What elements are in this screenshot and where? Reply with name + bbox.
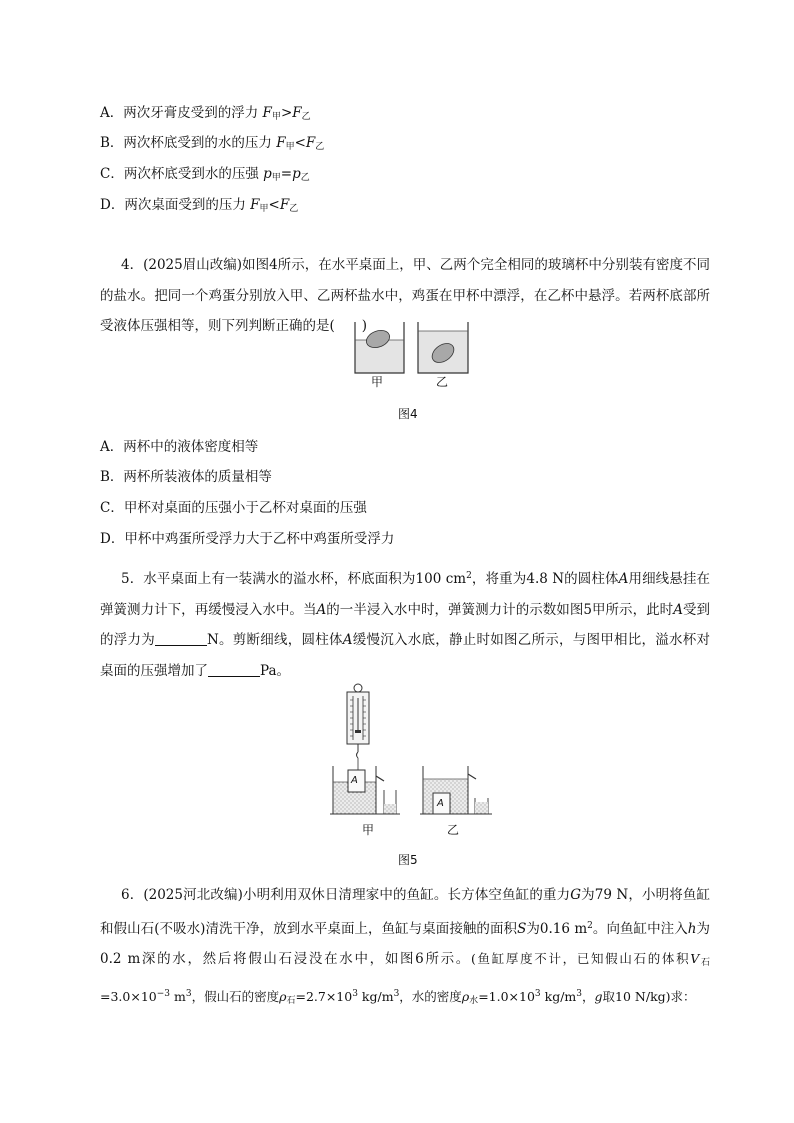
spring-scale: [347, 684, 369, 770]
fig5-block-label-yi: A: [437, 798, 444, 809]
q6-stem: 6．(2025河北改编)小明利用双休日清理家中的鱼缸。长方体空鱼缸的重力G为79 N，小明将鱼缸和假山石(不吸水)清洗干净，放到水平桌面上，鱼缸与桌面接触的面积S为0.16 $m^2$。向鱼缸中注入h为0.2 m深的水，然后将假山石浸没在水中，如图6所示。(鱼缸厚度不计，已知假山石的体积$V_石=3.0\times 10^{-3}$ $m^3$，假山石的密度$\rho_石=2.7\times 10^3$ $kg/m^3$，水的密度$\rho_水=1.0\times 10^3$ $kg/m^3$，g取10 N/kg)求：: [100, 887, 711, 1006]
figure-4: [352, 318, 472, 378]
fig4-caption: 图4: [398, 407, 418, 421]
fig5-block-label-jia: A: [351, 775, 358, 786]
q5-blank-2[interactable]: [208, 662, 260, 677]
q5-stem: 5．水平桌面上有一装满水的溢水杯，杯底面积为100 $cm^2$，将重为4.8 N的圆柱体A用细线悬挂在弹簧测力计下，再缓慢浸入水中。当A的一半浸入水中时，弹簧测力计的示数如图5甲所示，此时A受到的浮力为 N。剪断细线，圆柱体A缓慢沉入水底，静止时如图乙所示，与图甲相比，溢水杯对桌面的压强增加了 Pa。: [100, 571, 711, 679]
glass-jia: [355, 322, 404, 373]
overflow-cup-yi: [420, 766, 492, 814]
q4-stem: 4．(2025眉山改编)如图4所示，在水平桌面上，甲、乙两个完全相同的玻璃杯中分别装有密度不同的盐水。把同一个鸡蛋分别放入甲、乙两杯盐水中，鸡蛋在甲杯中漂浮，在乙杯中悬浮。若两杯底部所受液体压强相等，则下列判断正确的是( ): [100, 257, 710, 334]
fig4-label-yi: 乙: [436, 375, 449, 389]
glass-yi: [418, 322, 468, 373]
q4-option-c: C．甲杯对桌面的压强小于乙杯对桌面的压强: [100, 500, 367, 516]
q3-option-b: B．两次杯底受到的水的压力 $F_甲<F_乙$: [100, 135, 325, 152]
figure-5: [330, 682, 500, 822]
q3-option-c: C．两次杯底受到水的压强 $p_甲=p_乙$: [100, 166, 310, 183]
fig5-label-yi: 乙: [447, 823, 460, 837]
q3-option-a: A．两次牙膏皮受到的浮力 $F_甲>F_乙$: [100, 105, 311, 122]
overflow-cup-jia: [330, 766, 400, 814]
q4-option-b: B．两杯所装液体的质量相等: [100, 469, 272, 485]
q3-option-d: D．两次桌面受到的压力 $F_甲<F_乙$: [100, 197, 299, 214]
fig5-caption: 图5: [398, 853, 418, 867]
fig5-label-jia: 甲: [362, 823, 375, 837]
q4-option-d: D．甲杯中鸡蛋所受浮力大于乙杯中鸡蛋所受浮力: [100, 531, 395, 547]
q4-option-a: A．两杯中的液体密度相等: [100, 439, 259, 455]
q5-blank-1[interactable]: [155, 631, 207, 646]
fig4-label-jia: 甲: [371, 375, 384, 389]
